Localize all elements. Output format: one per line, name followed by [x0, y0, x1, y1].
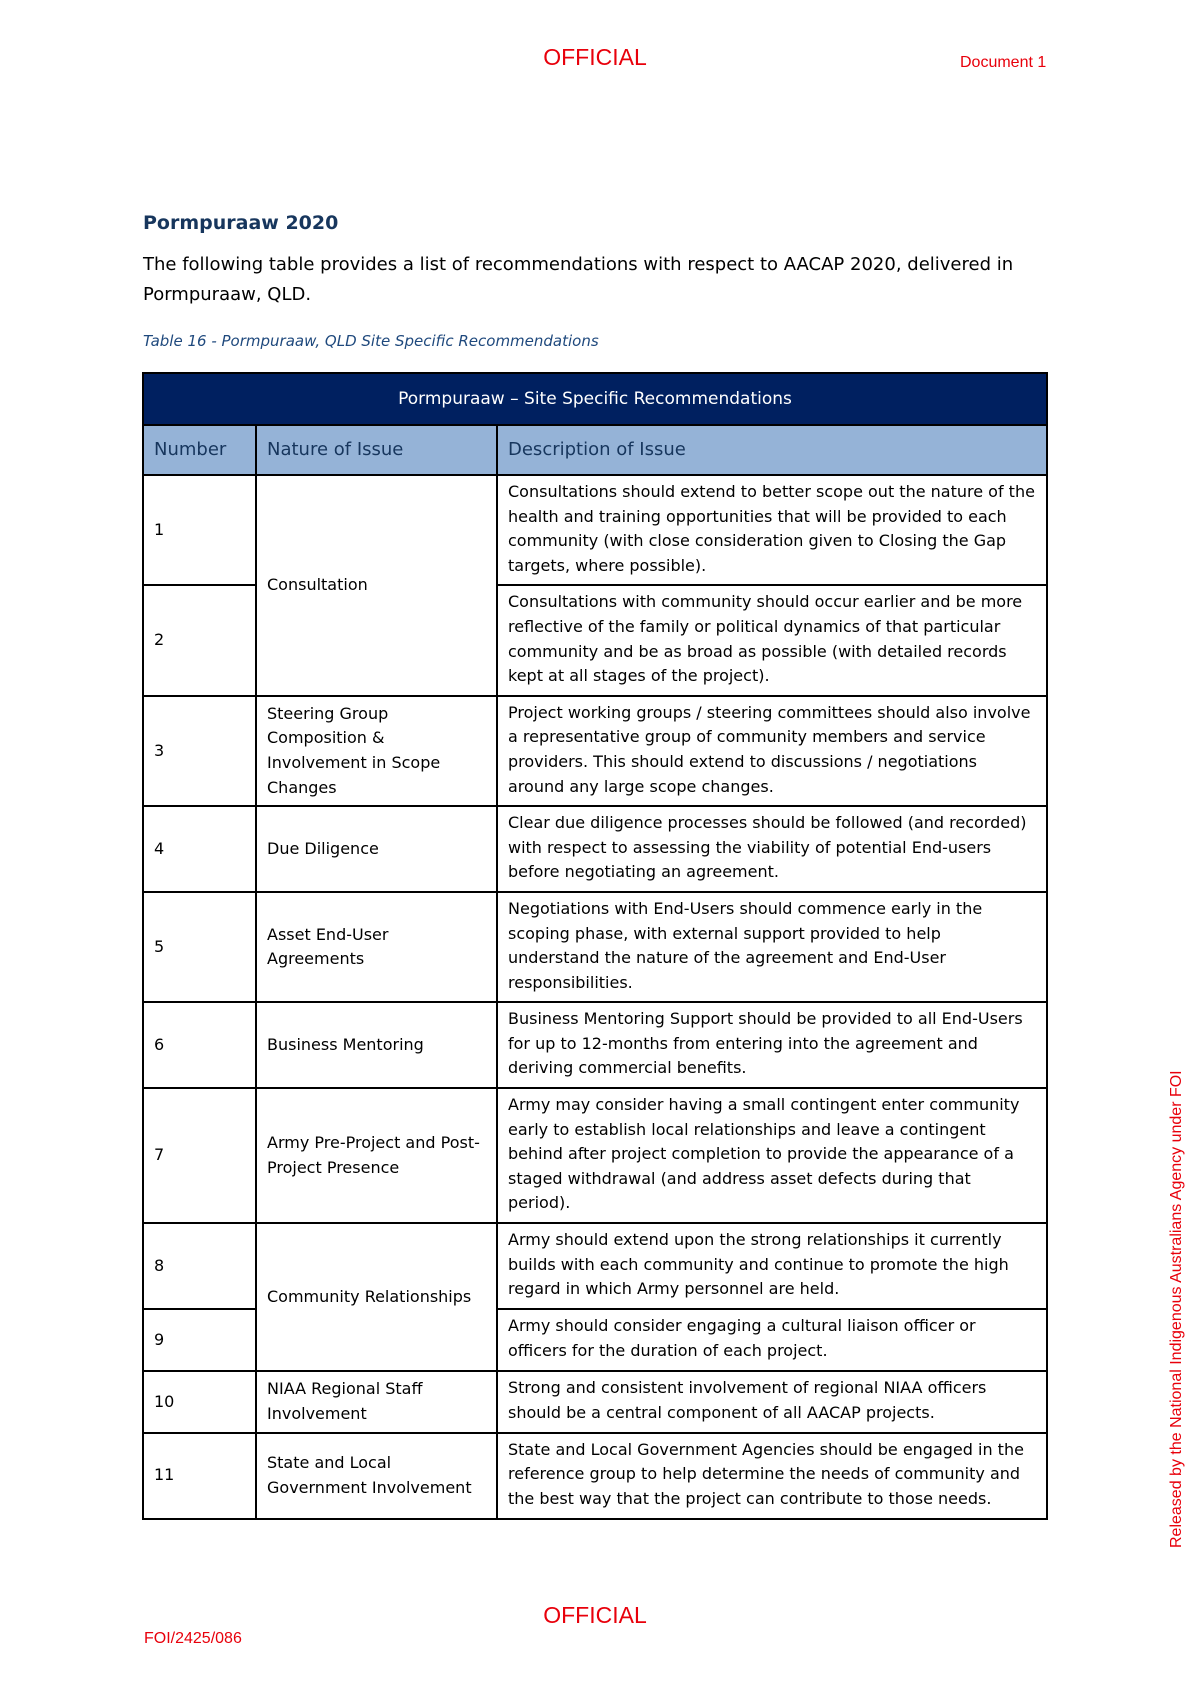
row-number: 6 — [143, 1002, 256, 1088]
row-issue: Army Pre-Project and Post-Project Presence — [256, 1088, 497, 1223]
table-title: Pormpuraaw – Site Specific Recommendations — [143, 373, 1047, 425]
row-number: 4 — [143, 806, 256, 892]
row-issue: Due Diligence — [256, 806, 497, 892]
row-description: Army should consider engaging a cultural liaison officer or officers for the duration of each project. — [497, 1309, 1047, 1371]
column-header-nature: Nature of Issue — [256, 425, 497, 475]
intro-paragraph: The following table provides a list of recommendations with respect to AACAP 2020, delivered in Pormpuraaw, QLD. — [143, 254, 1014, 305]
release-watermark: Released by the National Indigenous Australians Agency under FOI — [1168, 1070, 1185, 1548]
table-row — [143, 1088, 1047, 1223]
classification-header: OFFICIAL — [543, 44, 647, 70]
row-description: Army may consider having a small contingent enter community early to establish local relationships and leave a contingent behind after project completion to provide the appearance of a staged withdrawal (and address asset defects during that period). — [497, 1088, 1047, 1223]
row-issue: State and Local Government Involvement — [256, 1433, 497, 1519]
table-title-row — [143, 373, 1047, 425]
row-issue: Consultation — [256, 475, 497, 696]
row-number: 7 — [143, 1088, 256, 1223]
row-description: Business Mentoring Support should be provided to all End-Users for up to 12-months from entering into the agreement and deriving commercial benefits. — [497, 1002, 1047, 1088]
row-number: 1 — [143, 475, 256, 585]
table-caption: Table 16 - Pormpuraaw, QLD Site Specific Recommendations — [143, 332, 599, 350]
table-row — [143, 1371, 1047, 1433]
row-number: 3 — [143, 696, 256, 806]
row-number: 2 — [143, 585, 256, 695]
row-issue: NIAA Regional Staff Involvement — [256, 1371, 497, 1433]
table-row — [143, 1002, 1047, 1088]
classification-footer: OFFICIAL — [543, 1602, 647, 1628]
row-description: State and Local Government Agencies should be engaged in the reference group to help determine the needs of community and the best way that the project can contribute to those needs. — [497, 1433, 1047, 1519]
foi-reference: FOI/2425/086 — [144, 1630, 242, 1647]
row-description: Clear due diligence processes should be followed (and recorded) with respect to assessing the viability of potential End-users before negotiating an agreement. — [497, 806, 1047, 892]
table-row — [143, 1433, 1047, 1519]
row-description: Project working groups / steering committees should also involve a representative group of community members and service providers. This should extend to discussions / negotiations around any large scope changes. — [497, 696, 1047, 806]
table-header-row — [143, 425, 1047, 475]
table-row — [143, 806, 1047, 892]
row-number: 5 — [143, 892, 256, 1002]
row-issue: Steering Group Composition & Involvement in Scope Changes — [256, 696, 497, 806]
table-row — [143, 475, 1047, 585]
recommendations-table — [142, 372, 1048, 1520]
row-issue: Business Mentoring — [256, 1002, 497, 1088]
row-description: Consultations should extend to better scope out the nature of the health and training opportunities that will be provided to each community (with close consideration given to Closing the Gap targets, where possible). — [497, 475, 1047, 585]
row-description: Consultations with community should occur earlier and be more reflective of the family or political dynamics of that particular community and be as broad as possible (with detailed records kept at all stages of the project). — [497, 585, 1047, 695]
column-header-description: Description of Issue — [497, 425, 1047, 475]
table-row — [143, 1223, 1047, 1309]
row-description: Army should extend upon the strong relationships it currently builds with each community and continue to promote the high regard in which Army personnel are held. — [497, 1223, 1047, 1309]
row-number: 10 — [143, 1371, 256, 1433]
document-label: Document 1 — [960, 54, 1047, 71]
table-row — [143, 696, 1047, 806]
row-number: 8 — [143, 1223, 256, 1309]
row-description: Negotiations with End-Users should commence early in the scoping phase, with external support provided to help understand the nature of the agreement and End-User responsibilities. — [497, 892, 1047, 1002]
row-issue: Asset End-User Agreements — [256, 892, 497, 1002]
row-description: Strong and consistent involvement of regional NIAA officers should be a central component of all AACAP projects. — [497, 1371, 1047, 1433]
section-heading: Pormpuraaw 2020 — [143, 212, 339, 234]
row-number: 9 — [143, 1309, 256, 1371]
row-number: 11 — [143, 1433, 256, 1519]
table-row — [143, 892, 1047, 1002]
column-header-number: Number — [143, 425, 256, 475]
row-issue: Community Relationships — [256, 1223, 497, 1371]
